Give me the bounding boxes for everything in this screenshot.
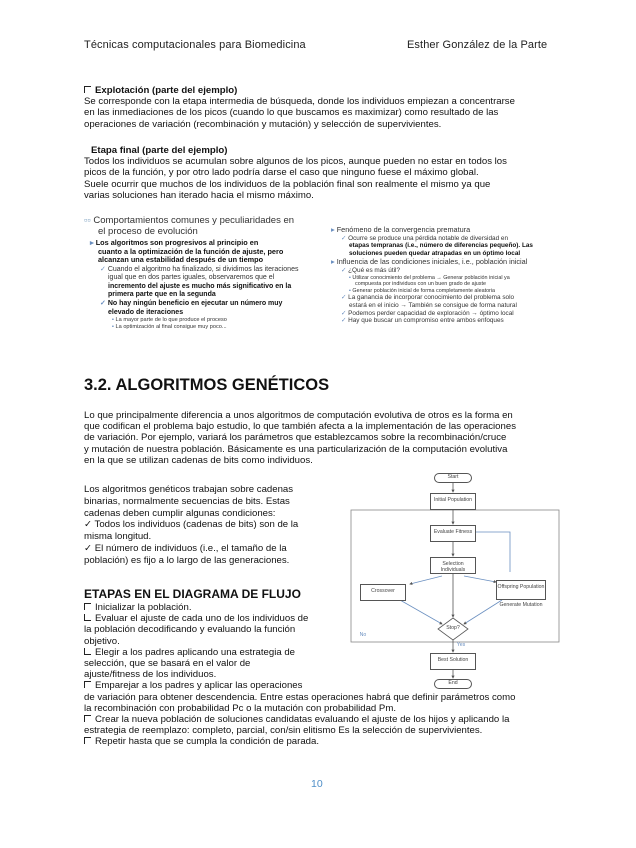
header-left: Técnicas computacionales para Biomedicina — [84, 39, 306, 51]
etapas-title: ETAPAS EN EL DIAGRAMA DE FLUJO — [84, 587, 301, 601]
intro-line: y mutación de nuestra población. Básicamente es una particularización de la computación evolutiva — [84, 443, 508, 455]
flow-crossover: Crossover — [360, 584, 406, 601]
etapa-item: Evaluar el ajuste de cada uno de los individuos de — [95, 613, 309, 625]
slide-left-sub1: incremento del ajuste es mucho más significativo en la — [108, 282, 292, 290]
flow-end: End — [434, 679, 472, 689]
explotacion-block — [84, 85, 554, 130]
explotacion-line: Se corresponde con la etapa intermedia de búsqueda, donde los individuos empiezan a concentrarse — [84, 96, 515, 108]
binary-paragraph — [84, 484, 330, 567]
slide-right-b2-tail: Podemos perder capacidad de exploración → óptimo local — [348, 309, 514, 317]
flow-no-label: No — [359, 632, 367, 638]
flow-offspring: Offspring Population — [496, 580, 546, 600]
binary-line: ✓ El número de individuos (i.e., el tamaño de la — [84, 542, 287, 554]
etapa-item: Repetir hasta que se cumpla la condición de parada. — [95, 736, 319, 748]
slide-left-sub1: Cuando el algoritmo ha finalizado, si dividimos las iteraciones — [107, 265, 299, 273]
flow-yes-label: Yes — [456, 642, 466, 648]
slide-right-b1-sub: Ocurre se produce una pérdida notable de diversidad en — [348, 234, 509, 242]
slide-right-b2-sub: Utilizar conocimiento del problema → Generar población inicial ya — [352, 274, 510, 281]
etapa-final-block — [84, 145, 554, 201]
explotacion-line: en las inmediaciones de los picos (cuando lo que buscamos es maximizar) como resultado de las — [84, 107, 499, 119]
slide-right-b2-sub: Generar población inicial de forma completamente aleatoria — [352, 287, 496, 294]
etapa-item: la recombinación con probabilidad Pc o la mutación con probabilidad Pm. — [84, 702, 396, 714]
slide-right-b1-sub: soluciones pueden quedar atrapadas en un óptimo local — [349, 249, 521, 257]
etapa-item: Elegir a los padres aplicando una estrategia de — [95, 646, 296, 658]
slide-right-b2-tail: Hay que buscar un compromiso entre ambos enfoques — [348, 317, 504, 325]
slide-right: ▸ Fenómeno de la convergencia prematura ✓ Ocurre se produce una pérdida notable de diversidad en etapas tempranas (i.e., número de diferencias pequeño). Las soluciones pueden quedar atrapadas en un óptimo local ▸ Influencia de las condiciones iniciales, i.e., población inicial ✓ ¿Qué es más útil? ▪ Utilizar conocimiento del problema → Generar población inicial ya compuesta por individuos con un buen grado de ajuste ▪ Generar población inicial de forma completamente aleatoria ✓ La ganancia de incorporar conocimiento del problema solo estará en el inicio → También se consigue de forma natural ✓ Podemos perder capacidad de exploración → óptimo local ✓ Hay que buscar un compromiso entre ambos enfoques — [331, 226, 556, 356]
slide-left-bullet: alcanzan una estabilidad después de un tiempo — [98, 255, 264, 265]
etapa-item: Emparejar a los padres y aplicar las operaciones — [95, 680, 303, 692]
slide-right-b1-sub: etapas tempranas (i.e., número de diferencias pequeño). Las — [349, 242, 533, 250]
corner-bullet-icon — [84, 86, 91, 93]
slide-left-sub2: elevado de iteraciones — [108, 308, 184, 316]
etapa-final-line: varias soluciones han iterado hacia el mismo máximo. — [84, 189, 314, 201]
slide-right-b2-question: ¿Qué es más útil? — [348, 266, 400, 274]
binary-line: binarias, normalmente secuencias de bits. Estas — [84, 495, 290, 507]
intro-line: en la que se utilizan cadenas de bits como individuos. — [84, 454, 313, 466]
etapa-final-line: picos de la función, y por otro lado podría darse el caso que ninguno fuese el máximo global. — [84, 167, 479, 179]
etapa-item: Inicializar la población. — [95, 602, 192, 613]
binary-line: cadenas deben cumplir algunas condiciones: — [84, 507, 276, 519]
flow-decision-label: Stop? — [446, 625, 460, 631]
corner-bullet-icon — [84, 681, 91, 688]
etapa-final-title: Etapa final (parte del ejemplo) — [91, 145, 228, 156]
slide-right-b2: Influencia de las condiciones iniciales, i.e., población inicial — [336, 257, 528, 267]
slide-bullet-icon: ▫▫ — [84, 215, 94, 226]
etapa-final-line: Todos los individuos se acumulan sobre algunos de los picos, aunque pueden no estar en todos los — [84, 156, 507, 168]
etapa-item: selección, que se basará en el valor de — [84, 658, 251, 670]
corner-bullet-icon — [84, 603, 91, 610]
flow-mutation: Generate Mutation — [499, 602, 543, 608]
corner-bullet-icon — [84, 737, 91, 744]
binary-line: Los algoritmos genéticos trabajan sobre cadenas — [84, 484, 294, 495]
binary-line: misma longitud. — [84, 531, 152, 543]
slide-left-heading1: Comportamientos comunes y peculiaridades en — [93, 215, 295, 226]
intro-line: Lo que principalmente diferencia a unos algoritmos de computación evolutiva de otros es la forma en — [84, 410, 513, 421]
slide-right-b1: Fenómeno de la convergencia prematura — [336, 225, 471, 234]
slide-left-sub3: La optimización al final consigue muy poco... — [115, 324, 227, 331]
slide-left: ▫▫ Comportamientos comunes y peculiaridades en el proceso de evolución ▸ Los algoritmos son progresivos al principio en cuanto a la optimización de la función de ajuste, pero alcanzan una estabilidad después de un tiempo ✓ Cuando el algoritmo ha finalizado, si dividimos las iteraciones igual que en dos partes iguales, observaremos que el incremento del ajuste es mucho más significativo en la primera parte que en la segunda ✓ No hay ningún beneficio en ejecutar un número muy elevado de iteraciones ▪ La mayor parte de lo que produce el proceso ▪ La optimización al final consigue muy poco... — [84, 216, 320, 356]
explotacion-line: operaciones de variación (recombinación y mutación) y selección de supervivientes. — [84, 118, 442, 130]
section-title: 3.2. ALGORITMOS GENÉTICOS — [84, 376, 330, 394]
slide-left-sub3: La mayor parte de lo que produce el proceso — [115, 317, 227, 324]
slide-left-bullet: cuanto a la optimización de la función de ajuste, pero — [98, 246, 284, 256]
etapa-item: estrategia de reemplazo: completo, parcial, con/sin elitismo Es la selección de supervivientes. — [84, 725, 483, 737]
etapa-item: ajuste/fitness de los individuos. — [84, 669, 217, 681]
etapa-final-line: Suele ocurrir que muchos de los individuos de la población final son realmente el mismo ya que — [84, 178, 491, 190]
intro-line: que codifican el problema bajo estudio, lo que también afecta a la implementación de las operaciones — [84, 421, 516, 433]
etapa-item: objetivo. — [84, 635, 120, 647]
flow-init: Initial Population — [430, 493, 476, 510]
etapa-item: Crear la nueva población de soluciones candidatas evaluando el ajuste de los hijos y aplicando la — [95, 714, 510, 726]
flowchart — [350, 472, 560, 697]
section-intro — [84, 410, 556, 466]
flow-start: Start — [434, 473, 472, 483]
corner-bullet-icon — [84, 648, 91, 655]
slide-left-sub2: No hay ningún beneficio en ejecutar un número muy — [107, 300, 283, 308]
intro-line: de variación. Por ejemplo, variará los parámetros que establezcamos sobre la recombinación/cruce — [84, 432, 507, 444]
binary-line: ✓ Todos los individuos (cadenas de bits) son de la — [84, 519, 299, 531]
corner-bullet-icon — [84, 614, 91, 621]
page-number: 10 — [311, 778, 323, 790]
header-right: Esther González de la Parte — [407, 39, 548, 51]
binary-line: población) es fijo a lo largo de las generaciones. — [84, 554, 290, 566]
slide-left-sub1: primera parte que en la segunda — [108, 291, 216, 298]
slide-left-heading2: el proceso de evolución — [98, 225, 198, 237]
slide-right-b2-tail: estará en el inicio → También se consigue de forma natural — [349, 301, 517, 309]
flow-fitness: Evaluate Fitness — [430, 525, 476, 542]
etapa-item: la población decodificando y evaluando la función — [84, 624, 296, 636]
slide-left-bullet: Los algoritmos son progresivos al principio en — [95, 238, 259, 247]
flow-best: Best Solution — [430, 653, 476, 670]
arrow-bullet-icon: ▸ — [90, 238, 96, 247]
flow-select: Selection Individuals — [430, 557, 476, 574]
slide-left-sub1: igual que en dos partes iguales, observaremos que el — [108, 274, 275, 282]
slide-right-b2-tail: La ganancia de incorporar conocimiento del problema solo — [348, 294, 515, 302]
explotacion-title: Explotación (parte del ejemplo) — [84, 85, 554, 96]
slide-right-b2-sub: compuesta por individuos con un buen grado de ajuste — [355, 281, 486, 288]
etapa-item: de variación para obtener descendencia. Entre estas operaciones habrá que definir parámetros como — [84, 691, 516, 703]
corner-bullet-icon — [84, 715, 91, 722]
